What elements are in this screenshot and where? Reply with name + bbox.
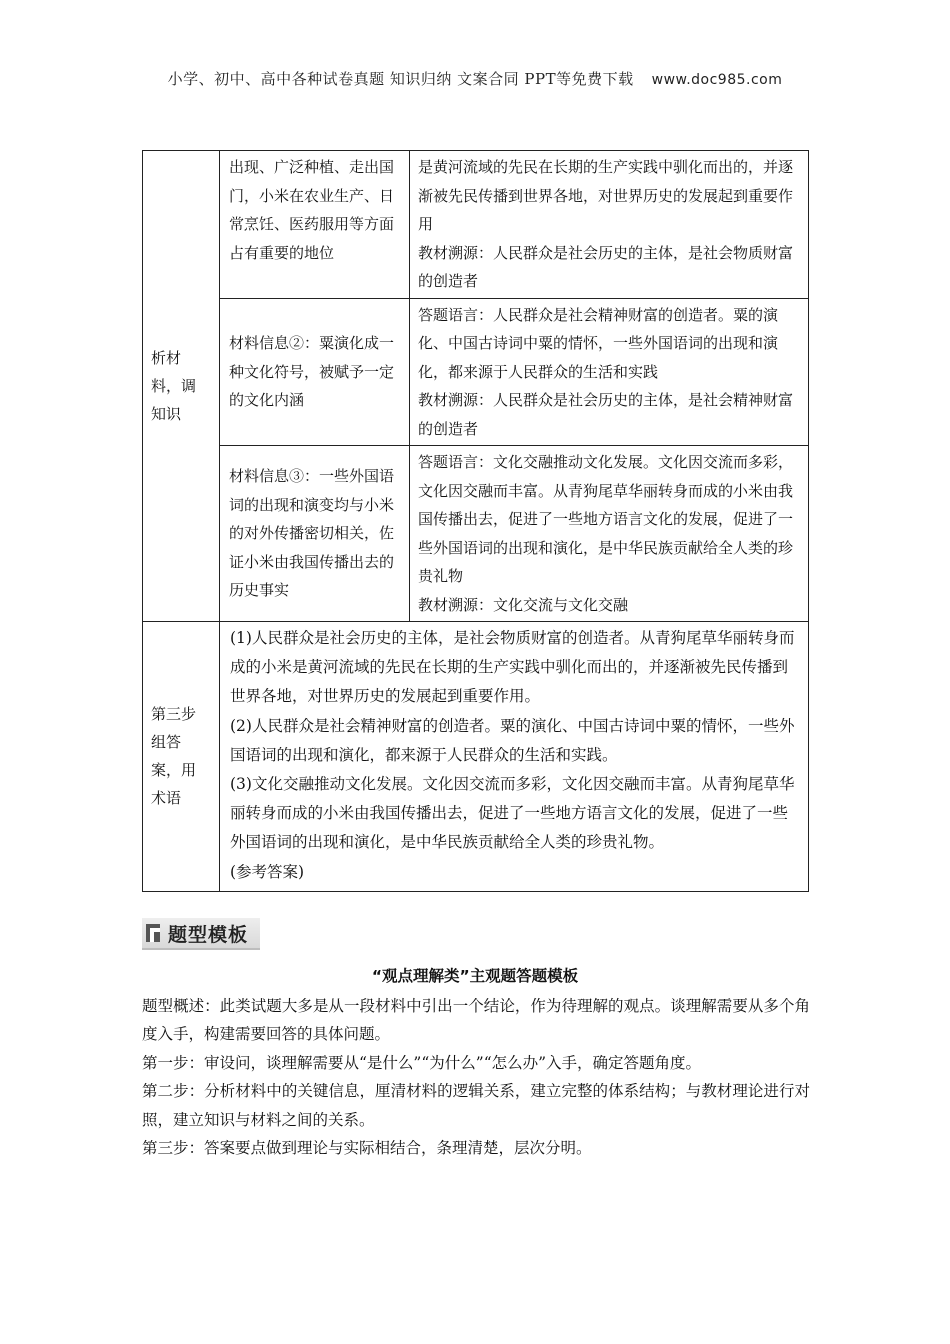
info-text: 材料信息③：一些外国语词的出现和演变均与小米的对外传播密切相关，佐证小米由我国传播出去的历史事实 [229, 467, 395, 600]
template-paragraph: 题型概述：此类试题大多是从一段材料中引出一个结论，作为待理解的观点。谈理解需要从多个角度入手，构建需要回答的具体问题。 [142, 997, 810, 1044]
analysis-table [142, 150, 809, 892]
answer-line: 教材溯源：人民群众是社会历史的主体，是社会精神财富的创造者 [418, 391, 794, 438]
table-row [143, 151, 809, 299]
template-paragraph: 第二步：分析材料中的关键信息，厘清材料的逻辑关系，建立完整的体系结构；与教材理论进行对照，建立知识与材料之间的关系。 [142, 1082, 810, 1129]
step3-answer-cell [220, 622, 809, 892]
template-paragraph: 第一步：审设问，谈理解需要从“是什么”“为什么”“怎么办”入手，确定答题角度。 [142, 1053, 702, 1072]
table-row [143, 446, 809, 622]
page-header [0, 68, 950, 89]
answer-cell [410, 446, 809, 622]
template-title: “观点理解类”主观题答题模板 [371, 967, 579, 985]
step3-label-line: 术语 [151, 789, 182, 808]
info-cell [220, 298, 410, 446]
step3-answer-line: (3)文化交融推动文化发展。文化因交流而多彩，文化因交融而丰富。从青狗尾草华丽转身而成的小米由我国传播出去，促进了一些地方语言文化的发展，促进了一些外国语词的出现和演化，是中华民族贡献给全人类的珍贵礼物。 [230, 775, 795, 852]
step3-label-line: 第三步 [151, 705, 197, 724]
section-tag [142, 918, 260, 950]
step3-label-cell [143, 622, 220, 892]
step2-label-line: 料，调 [151, 377, 197, 395]
step3-answer-line: (1)人民群众是社会历史的主体，是社会物质财富的创造者。从青狗尾草华丽转身而成的小米是黄河流域的先民在长期的生产实践中驯化而出的，并逐渐被先民传播到世界各地，对世界历史的发展起到重要作用。 [230, 629, 795, 706]
table-row [143, 622, 809, 892]
section-tag-label: 题型模板 [168, 924, 249, 946]
answer-cell [410, 151, 809, 299]
step3-label-line: 案，用 [151, 761, 197, 780]
template-body [142, 992, 810, 1162]
answer-line: 是黄河流域的先民在长期的生产实践中驯化而出的，并逐渐被先民传播到世界各地，对世界历史的发展起到重要作用 [418, 158, 794, 233]
answer-line: 答题语言：文化交融推动文化发展。文化因交流而多彩，文化因交融而丰富。从青狗尾草华丽转身而成的小米由我国传播出去，促进了一些地方语言文化的发展，促进了一些外国语词的出现和演化，是中华民族贡献给全人类的珍贵礼物 [418, 453, 794, 585]
info-text: 材料信息②：粟演化成一种文化符号，被赋予一定的文化内涵 [229, 334, 395, 409]
step3-answer-line: (2)人民群众是社会精神财富的创造者。粟的演化、中国古诗词中粟的情怀，一些外国语词的出现和演化，都来源于人民群众的生活和实践。 [230, 716, 795, 764]
answer-line: 教材溯源：人民群众是社会历史的主体，是社会物质财富的创造者 [418, 243, 794, 290]
document-icon [146, 924, 160, 942]
step2-label-line: 知识 [151, 405, 182, 423]
step2-label-cell [143, 151, 220, 622]
answer-line: 教材溯源：文化交流与文化交融 [418, 595, 629, 614]
header-site[interactable]: www.doc985.com [651, 72, 783, 88]
step3-label-line: 组答 [151, 733, 182, 752]
template-paragraph: 第三步：答案要点做到理论与实际相结合，条理清楚，层次分明。 [142, 1139, 592, 1158]
info-cell [220, 151, 410, 299]
step2-label-line: 析材 [151, 349, 182, 367]
step3-answer-line: (参考答案) [230, 862, 305, 881]
table-row [143, 298, 809, 446]
answer-cell [410, 298, 809, 446]
info-text: 出现、广泛种植、走出国门，小米在农业生产、日常烹饪、医药服用等方面占有重要的地位 [229, 158, 395, 262]
header-text: 小学、初中、高中各种试卷真题 知识归纳 文案合同 PPT等免费下载 [167, 70, 634, 88]
info-cell [220, 446, 410, 622]
answer-line: 答题语言：人民群众是社会精神财富的创造者。粟的演化、中国古诗词中粟的情怀，一些外国语词的出现和演化，都来源于人民群众的生活和实践 [418, 305, 779, 381]
